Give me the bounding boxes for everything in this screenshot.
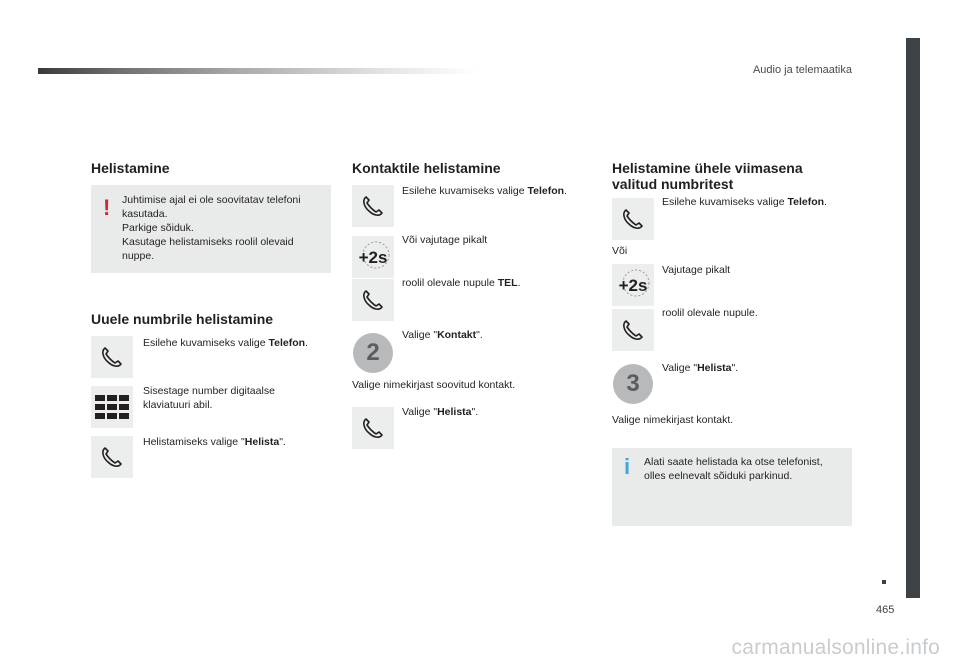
col1-title: Helistamine	[91, 160, 170, 176]
col3-step1: Esilehe kuvamiseks valige Telefon.	[662, 196, 827, 208]
svg-text:+2s: +2s	[618, 276, 648, 295]
phone-icon	[612, 198, 654, 240]
col2-step6: Valige "Helista".	[402, 406, 479, 418]
col3-step2: Vajutage pikalt	[662, 264, 731, 276]
phone-icon	[91, 336, 133, 378]
svg-text:+2s: +2s	[358, 248, 388, 267]
warning-text: Juhtimise ajal ei ole soovitatav telefoni kasutada. Parkige sõiduk. Kasutage helistamiseks roolil olevaid nuppe.	[122, 194, 301, 262]
col3-step3: roolil olevale nupule.	[662, 307, 758, 319]
warning-box	[91, 185, 331, 273]
phone-icon	[352, 279, 394, 321]
col2-step2: Või vajutage pikalt	[402, 234, 488, 246]
col1-step3: Helistamiseks valige "Helista".	[143, 436, 286, 448]
col2-step4: Valige "Kontakt".	[402, 329, 483, 341]
step-badge-2: 2	[353, 333, 393, 373]
col3-title: Helistamine ühele viimasena valitud numbritest	[612, 160, 803, 192]
phone-icon	[612, 309, 654, 351]
info-box	[612, 448, 852, 526]
header-gradient-bar	[38, 68, 478, 74]
phone-icon	[352, 407, 394, 449]
step-badge-3: 3	[613, 364, 653, 404]
col3-step4: Valige "Helista".	[662, 362, 739, 374]
long-press-2s-icon	[352, 236, 394, 278]
watermark: carmanualsonline.info	[731, 636, 940, 659]
col1-step2: Sisestage number digitaalse klaviatuuri abil.	[143, 385, 275, 411]
col1-step1: Esilehe kuvamiseks valige Telefon.	[143, 337, 308, 349]
col3-step5: Valige nimekirjast kontakt.	[612, 414, 734, 426]
long-press-2s-icon	[612, 264, 654, 306]
side-strip	[906, 38, 920, 598]
col3-or: Või	[612, 245, 628, 257]
col2-step5: Valige nimekirjast soovitud kontakt.	[352, 379, 516, 391]
page-number: 465	[876, 604, 895, 616]
phone-icon	[352, 185, 394, 227]
page-marker	[882, 580, 886, 584]
col1-subtitle: Uuele numbrile helistamine	[91, 311, 274, 327]
warning-icon: !	[103, 195, 111, 220]
col2-title: Kontaktile helistamine	[352, 160, 501, 176]
col2-step3: roolil olevale nupule TEL.	[402, 277, 521, 289]
info-icon: i	[624, 454, 631, 479]
phone-icon	[91, 436, 133, 478]
section-title: Audio ja telemaatika	[752, 64, 852, 76]
col2-step1: Esilehe kuvamiseks valige Telefon.	[402, 185, 567, 197]
keypad-icon	[91, 386, 133, 428]
info-text: Alati saate helistada ka otse telefonist, olles eelnevalt sõiduki parkinud.	[644, 456, 823, 482]
